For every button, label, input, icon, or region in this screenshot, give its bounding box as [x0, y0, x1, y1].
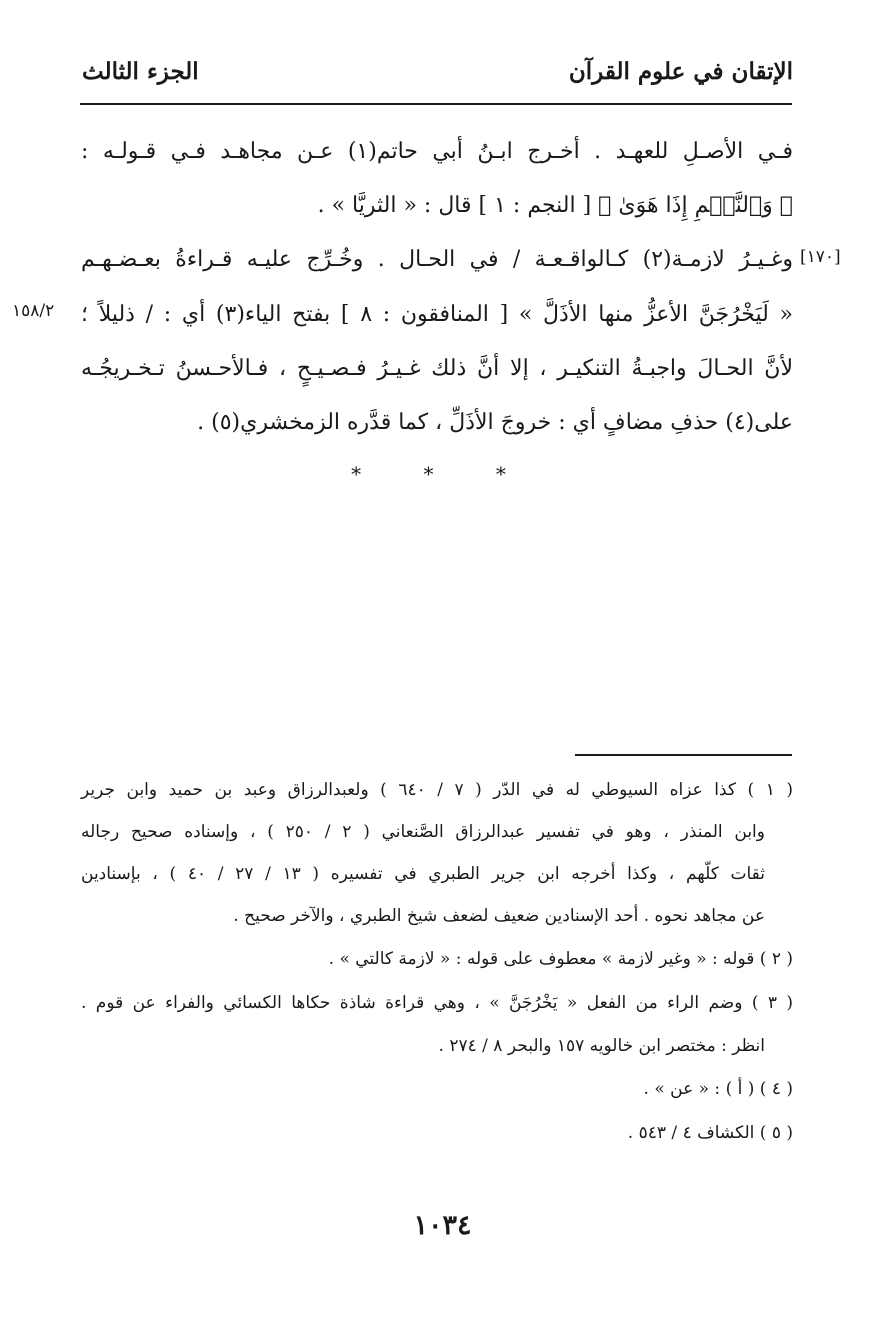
header-rule: [80, 103, 792, 105]
section-ornament: * * *: [351, 462, 534, 486]
book-title: الإتقان في علوم القرآن: [568, 58, 793, 85]
footnote-line: وابن المنذر ، وهو في تفسير عبدالرزاق الصَّنعاني ( ٢ / ٢٥٠ ) ، وإسناده صحيح رجاله: [81, 822, 765, 842]
footnote-line: ثقات كلّهم ، وكذا أخرجه ابن جرير الطبري في تفسيره ( ١٣ / ٢٧ / ٤٠ ) ، بإسنادين: [81, 864, 765, 884]
volume-label: الجزء الثالث: [82, 58, 199, 85]
footnote-line: ( ٤ ) ( أ ) : « عن » .: [643, 1079, 793, 1099]
footnote-line: انظر : مختصر ابن خالويه ١٥٧ والبحر ٨ / ٢٧٤ .: [438, 1036, 765, 1056]
footnote-line: عن مجاهد نحوه . أحد الإسنادين ضعيف لضعف شيخ الطبري ، والآخر صحيح .: [233, 906, 765, 926]
text-line: لأنَّ الحـالَ واجبـةُ التنكيـر ، إلا أنَّ ذلك غـيـرُ فـصـيـحٍ ، فـالأحـسنُ تـخـريجُـه: [81, 356, 793, 381]
margin-reference-158: ١٥٨/٢: [12, 301, 55, 321]
footnote-line: ( ١ ) كذا عزاه السيوطي له في الدّر ( ٧ / ٦٤٠ ) ولعبدالرزاق وعبد بن حميد وابن جرير: [81, 780, 793, 800]
text-line: على(٤) حذفِ مضافٍ أي : خروجَ الأذَلِّ ، كما قدَّره الزمخشري(٥) .: [197, 410, 793, 435]
footnote-rule: [575, 754, 792, 756]
text-line: ﴿ وَٱلنَّجۡمِ إِذَا هَوَىٰ ﴾ [ النجم : ١ ] قال : « الثريَّا » .: [317, 193, 793, 218]
footnote-line: ( ٥ ) الكشاف ٤ / ٥٤٣ .: [627, 1123, 793, 1143]
text-line: « لَيَخْرُجَنَّ الأعزُّ منها الأذَلَّ » [ المنافقون : ٨ ] بفتح الياء(٣) أي : / ذليلاً ؛: [81, 302, 793, 327]
page-number: ١٠٣٤: [413, 1210, 472, 1241]
footnote-line: ( ٣ ) وضم الراء من الفعل « يَخْرُجَنَّ » ، وهي قراءة شاذة حكاها الكسائي والفراء عن قوم .: [81, 993, 794, 1013]
footnote-line: ( ٢ ) قوله : « وغير لازمة » معطوف على قوله : « لازمة كالتي » .: [328, 949, 793, 969]
text-line: فـي الأصـلِ للعهـد . أخـرج ابـنُ أبي حاتم(١) عـن مجاهـد فـي قـولـه :: [81, 139, 793, 164]
margin-reference-170: [١٧٠]: [800, 247, 841, 267]
text-line: وغـيـرُ لازمـة(٢) كـالواقـعـة / في الحـال . وخُـرِّج عليـه قـراءةُ بعـضـهـم: [81, 247, 793, 272]
